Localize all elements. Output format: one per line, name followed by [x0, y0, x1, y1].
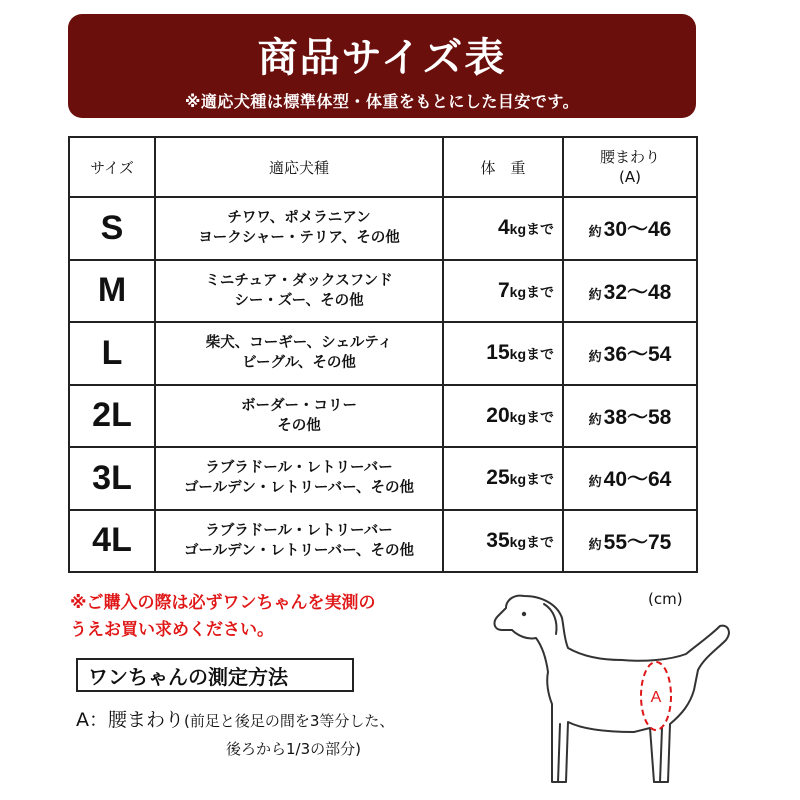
waist-prefix: 約 [588, 474, 602, 490]
breed-line-2: ビーグル、その他 [242, 355, 356, 372]
waist-prefix: 約 [588, 349, 602, 365]
weight-unit: kgまで [509, 408, 554, 425]
breed-line-1: チワワ、ポメラニアン [227, 210, 371, 227]
size-cell: 3L [69, 447, 155, 510]
waist-cell [563, 447, 697, 510]
weight-value: 7 [497, 278, 510, 302]
breed-line-2: ヨークシャー・テリア、その他 [198, 230, 400, 247]
header-waist-label: 腰まわり [599, 148, 660, 166]
waist-value: 38〜58 [603, 405, 672, 429]
weight-cell [443, 447, 563, 510]
size-cell: S [69, 197, 155, 260]
weight-value: 25 [486, 466, 510, 490]
dog-outline-icon [495, 596, 729, 782]
weight-value: 20 [486, 403, 510, 427]
waist-cell [563, 385, 697, 448]
waist-value: 36〜54 [603, 343, 672, 367]
header-breed: 適応犬種 [155, 137, 443, 197]
warning-line-1: ※ご購入の際は必ずワンちゃんを実測の [70, 593, 376, 613]
page-title: 商品サイズ表 [257, 35, 507, 81]
breed-cell [155, 322, 443, 385]
weight-unit: kgまで [509, 221, 554, 238]
weight-value: 4 [497, 216, 510, 240]
dog-diagram [484, 586, 744, 796]
weight-value: 35 [486, 528, 510, 552]
weight-cell [443, 510, 563, 573]
breed-cell [155, 260, 443, 323]
weight-unit: kgまで [509, 346, 554, 363]
weight-cell [443, 385, 563, 448]
waist-cell [563, 510, 697, 573]
breed-cell [155, 447, 443, 510]
weight-cell [443, 260, 563, 323]
a-label: A： [76, 709, 108, 731]
size-cell: L [69, 322, 155, 385]
table-row [69, 260, 697, 323]
waist-prefix: 約 [588, 536, 602, 552]
waist-value: 30〜46 [603, 218, 672, 242]
breed-cell [155, 197, 443, 260]
measurement-description [76, 706, 394, 763]
waist-prefix: 約 [588, 224, 602, 240]
method-title: ワンちゃんの測定方法 [76, 658, 354, 692]
table-row [69, 447, 697, 510]
a-desc-1: (前足と後足の間を3等分した、 [184, 712, 395, 730]
waist-value: 40〜64 [603, 468, 672, 492]
size-table [68, 136, 698, 573]
waist-cell [563, 260, 697, 323]
breed-cell [155, 510, 443, 573]
table-header-row [69, 137, 697, 197]
size-cell: M [69, 260, 155, 323]
waist-cell [563, 197, 697, 260]
size-cell: 2L [69, 385, 155, 448]
breed-line-2: ゴールデン・レトリーバー、その他 [183, 480, 415, 497]
breed-cell [155, 385, 443, 448]
dog-eye-icon [522, 612, 526, 616]
header-waist [563, 137, 697, 197]
waist-cell [563, 322, 697, 385]
size-cell: 4L [69, 510, 155, 573]
table-row [69, 385, 697, 448]
weight-cell [443, 322, 563, 385]
a-name: 腰まわり [108, 709, 185, 731]
breed-line-2: ゴールデン・レトリーバー、その他 [183, 542, 415, 559]
header-size: サイズ [69, 137, 155, 197]
weight-unit: kgまで [509, 283, 554, 300]
breed-line-2: シー・ズー、その他 [234, 292, 364, 309]
table-row [69, 197, 697, 260]
breed-line-1: 柴犬、コーギー、シェルティ [205, 335, 393, 352]
table-row [69, 322, 697, 385]
breed-line-1: ミニチュア・ダックスフンド [205, 272, 393, 289]
breed-line-1: ボーダー・コリー [241, 397, 357, 414]
weight-cell [443, 197, 563, 260]
waist-marker-label: A [650, 689, 662, 706]
breed-line-1: ラブラドール・レトリーバー [205, 522, 393, 539]
waist-prefix: 約 [588, 411, 602, 427]
waist-prefix: 約 [588, 286, 602, 302]
breed-line-1: ラブラドール・レトリーバー [205, 460, 393, 477]
waist-value: 32〜48 [603, 280, 672, 304]
warning-line-2: うえお買い求めください。 [70, 620, 274, 640]
banner-note: ※適応犬種は標準体型・体重をもとにした目安です。 [184, 92, 580, 111]
unit-label: (cm) [648, 590, 683, 608]
waist-value: 55〜75 [603, 530, 672, 554]
a-desc-2: 後ろから1/3の部分) [226, 740, 361, 758]
title-banner [68, 14, 696, 118]
weight-value: 15 [486, 341, 510, 365]
weight-unit: kgまで [509, 471, 554, 488]
purchase-warning [70, 590, 376, 644]
breed-line-2: その他 [277, 417, 321, 434]
table-row [69, 510, 697, 573]
weight-unit: kgまで [509, 533, 554, 550]
header-weight: 体 重 [443, 137, 563, 197]
header-waist-sub: (A) [619, 168, 641, 186]
